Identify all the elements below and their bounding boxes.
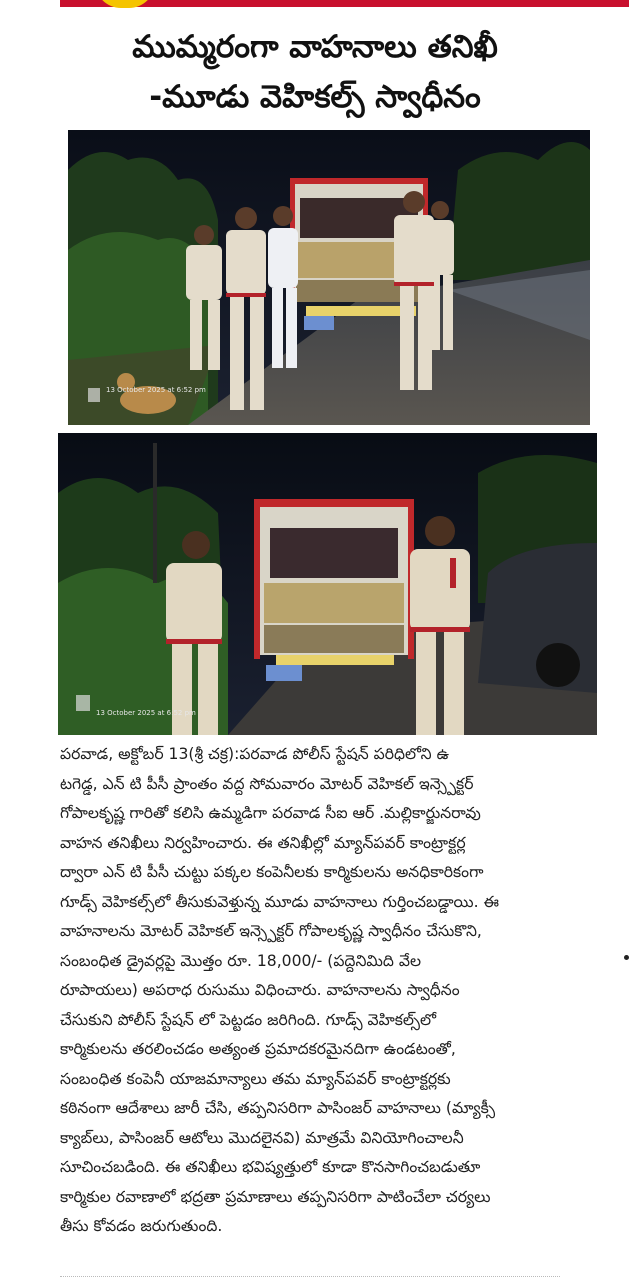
photo-vehicle-inspection-1 — [68, 130, 590, 425]
headline-line-2: -మూడు వెహికల్స్ స్వాధీనం — [149, 79, 481, 115]
article-line: కఠినంగా ఆదేశాలు జారీ చేసి, తప్పనిసరిగా పాసింజర్ వాహనాలు (మ్యాక్సీ — [60, 1099, 496, 1117]
article-line: గోపాలకృష్ణ గారితో కలిసి ఉమ్మడిగా పరవాడ సీఐ ఆర్ .మల్లికార్జునరావు — [60, 804, 481, 822]
article-line: పరవాడ, అక్టోబర్ 13(శ్రీ చక్ర):పరవాడ పోలీస్ స్టేషన్ పరిధిలోని ఉ — [60, 745, 450, 763]
photo2-timestamp: 13 October 2025 at 6:52 pm — [96, 709, 196, 717]
article-line: సూచించబడింది. ఈ తనిఖీలు భవిష్యత్తులో కూడా కొనసాగించబడుతూ — [60, 1158, 481, 1176]
article-line: క్యాబ్‌లు, పాసింజర్ ఆటోలు మొదలైనవి) మాత్రమే వినియోగించాలనీ — [60, 1128, 464, 1147]
article-line: టగెడ్డ, ఎన్ టి పీసీ ప్రాంతం వద్ద సోమవారం మోటర్ వెహికల్ ఇన్స్పెక్టర్ — [60, 774, 474, 793]
article-line: సంబంధిత కంపెనీ యాజమాన్యాలు తమ మ్యాన్‌పవర్ కాంట్రాక్టర్లకు — [60, 1069, 451, 1088]
headline-line-1: ముమ్మరంగా వాహనాలు తనిఖీ — [132, 29, 498, 65]
article-line: రూపాయలు) అపరాధ రుసుము విధించారు. వాహనాలను స్వాధీనం — [60, 981, 460, 999]
article-line: కార్మికుల రవాణాలో భద్రతా ప్రమాణాలు తప్పనిసరిగా పాటించేలా చర్యలు — [60, 1187, 491, 1206]
article-line: తీసు కోవడం జరుగుతుంది. — [60, 1217, 223, 1235]
article-line: వాహనాలను మోటర్ వెహికల్ ఇన్స్పెక్టర్ గోపాలకృష్ణ స్వాధీనం చేసుకొని, — [60, 922, 482, 940]
article-line: ద్వారా ఎన్ టి పీసీ చుట్టు పక్కల కంపెనీలకు కార్మికులను అనధికారికంగా — [60, 863, 484, 881]
article-line: సంబంధిత డ్రైవర్లపై మొత్తం రూ. 18,000/- (పద్దెనిమిది వేల — [60, 951, 421, 970]
article-line: వాహన తనిఖీలు నిర్వహించారు. ఈ తనిఖీల్లో మ్యాన్‌పవర్ కాంట్రాక్టర్ల — [60, 833, 466, 852]
article-body — [60, 740, 592, 1242]
article-line: గూడ్స్ వెహికల్స్‌లో తీసుకువెళ్తున్న మూడు వాహనాలు గుర్తించబడ్డాయి. ఈ — [60, 892, 500, 911]
photo-vehicle-inspection-2 — [58, 433, 597, 735]
article-line: చేసుకుని పోలీస్ స్టేషన్ లో పెట్టడం జరిగింది. గూడ్స్ వెహికల్స్‌లో — [60, 1010, 437, 1029]
photo1-timestamp: 13 October 2025 at 6:52 pm — [106, 386, 206, 394]
article-line: కార్మికులను తరలించడం అత్యంత ప్రమాదకరమైనదిగా ఉండటంతో, — [60, 1040, 456, 1058]
margin-dot — [624, 955, 629, 960]
headline — [20, 22, 610, 122]
